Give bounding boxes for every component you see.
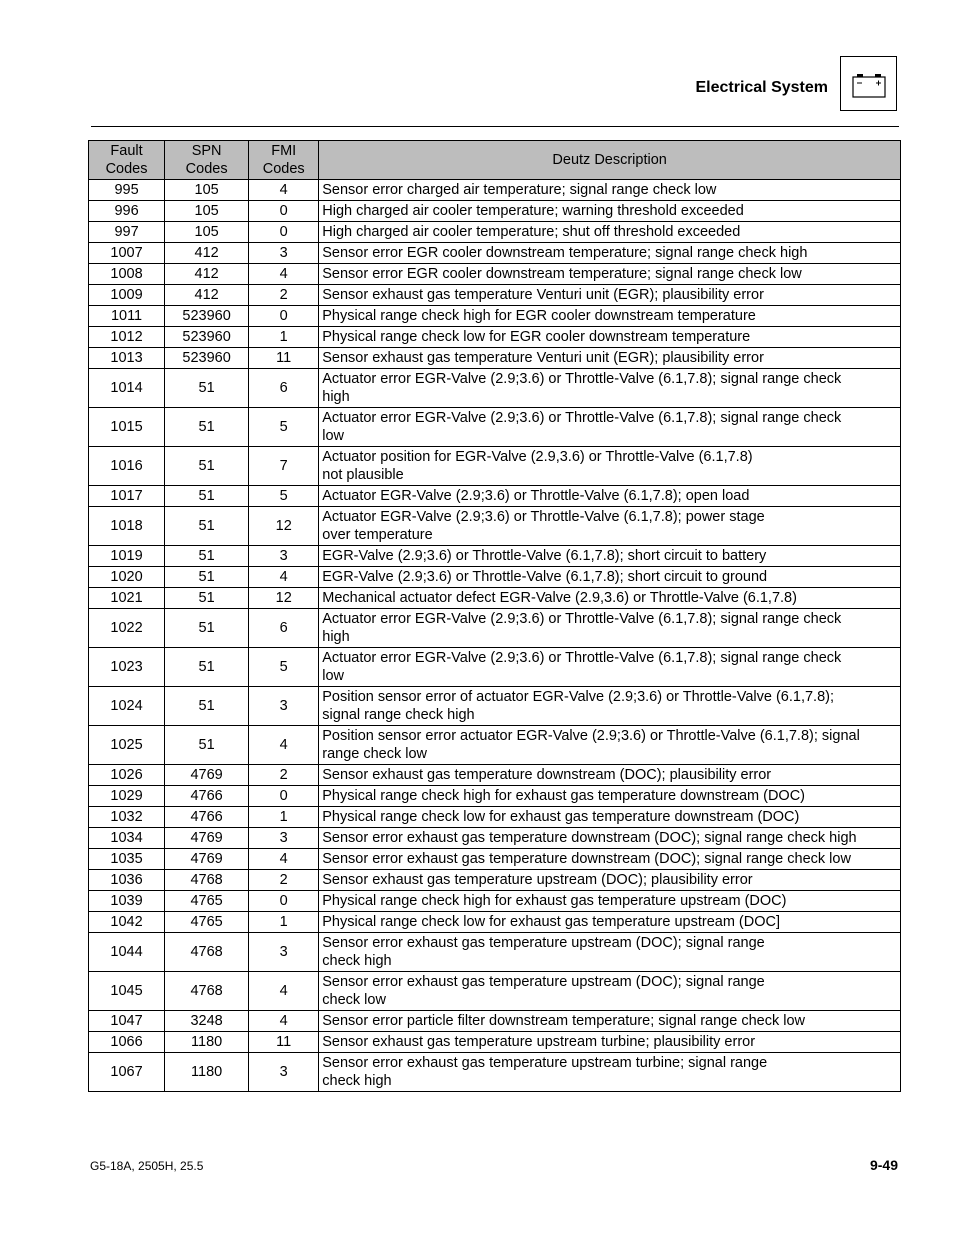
description-line: Actuator error EGR-Valve (2.9;3.6) or Throttle-Valve (6.1,7.8); signal range check bbox=[322, 611, 842, 627]
fmi-code-cell: 7 bbox=[249, 447, 319, 486]
document-id: G5-18A, 2505H, 25.5 bbox=[90, 1159, 204, 1173]
fault-code-cell: 1067 bbox=[89, 1053, 165, 1092]
fmi-code-cell: 3 bbox=[249, 687, 319, 726]
description-line: Sensor exhaust gas temperature Venturi unit (EGR); plausibility error bbox=[322, 350, 764, 366]
fault-code-cell: 1044 bbox=[89, 933, 165, 972]
column-header-spn-codes: SPN Codes bbox=[165, 141, 249, 180]
fault-code-cell: 1034 bbox=[89, 828, 165, 849]
fmi-code-cell: 11 bbox=[249, 1032, 319, 1053]
description-cell bbox=[319, 849, 901, 870]
description-cell bbox=[319, 912, 901, 933]
description-cell bbox=[319, 648, 901, 687]
spn-code-cell: 412 bbox=[165, 264, 249, 285]
description-cell bbox=[319, 348, 901, 369]
fmi-code-cell: 3 bbox=[249, 933, 319, 972]
description-line: Position sensor error of actuator EGR-Valve (2.9;3.6) or Throttle-Valve (6.1,7.8); bbox=[322, 689, 834, 705]
fmi-code-cell: 4 bbox=[249, 849, 319, 870]
table-row bbox=[89, 447, 901, 486]
spn-code-cell: 51 bbox=[165, 447, 249, 486]
description-cell bbox=[319, 807, 901, 828]
table-row bbox=[89, 1032, 901, 1053]
spn-code-cell: 412 bbox=[165, 243, 249, 264]
table-row bbox=[89, 1053, 901, 1092]
table-row bbox=[89, 807, 901, 828]
description-line: over temperature bbox=[322, 527, 433, 543]
fault-code-cell: 1008 bbox=[89, 264, 165, 285]
description-line: signal range check high bbox=[322, 707, 475, 723]
fault-code-cell: 1020 bbox=[89, 567, 165, 588]
table-row bbox=[89, 849, 901, 870]
description-line: Physical range check high for exhaust gas temperature upstream (DOC) bbox=[322, 893, 787, 909]
table-row bbox=[89, 933, 901, 972]
fmi-code-cell: 5 bbox=[249, 408, 319, 447]
description-line: Sensor error charged air temperature; signal range check low bbox=[322, 182, 717, 198]
table-row bbox=[89, 891, 901, 912]
fault-code-cell: 1009 bbox=[89, 285, 165, 306]
description-cell bbox=[319, 567, 901, 588]
description-line: Sensor exhaust gas temperature upstream turbine; plausibility error bbox=[322, 1034, 756, 1050]
table-row bbox=[89, 507, 901, 546]
description-cell bbox=[319, 609, 901, 648]
table-row bbox=[89, 765, 901, 786]
fault-code-cell: 1019 bbox=[89, 546, 165, 567]
description-cell bbox=[319, 327, 901, 348]
description-line: Physical range check low for EGR cooler downstream temperature bbox=[322, 329, 751, 345]
battery-icon bbox=[840, 56, 897, 111]
fault-code-cell: 1045 bbox=[89, 972, 165, 1011]
spn-code-cell: 51 bbox=[165, 546, 249, 567]
description-line: Mechanical actuator defect EGR-Valve (2.9,3.6) or Throttle-Valve (6.1,7.8) bbox=[322, 590, 797, 606]
spn-code-cell: 412 bbox=[165, 285, 249, 306]
spn-code-cell: 51 bbox=[165, 567, 249, 588]
description-line: Actuator EGR-Valve (2.9;3.6) or Throttle-Valve (6.1,7.8); power stage bbox=[322, 509, 765, 525]
description-cell bbox=[319, 891, 901, 912]
fault-code-cell: 1011 bbox=[89, 306, 165, 327]
description-line: low bbox=[322, 668, 345, 684]
description-cell bbox=[319, 264, 901, 285]
fmi-code-cell: 6 bbox=[249, 609, 319, 648]
description-cell bbox=[319, 765, 901, 786]
description-line: Physical range check low for exhaust gas temperature upstream (DOC] bbox=[322, 914, 781, 930]
fmi-code-cell: 1 bbox=[249, 807, 319, 828]
table-row bbox=[89, 243, 901, 264]
fault-code-cell: 1029 bbox=[89, 786, 165, 807]
fault-code-cell: 1066 bbox=[89, 1032, 165, 1053]
fault-code-cell: 1039 bbox=[89, 891, 165, 912]
fault-code-cell: 1026 bbox=[89, 765, 165, 786]
description-cell bbox=[319, 828, 901, 849]
fmi-code-cell: 2 bbox=[249, 765, 319, 786]
description-line: Actuator position for EGR-Valve (2.9,3.6) or Throttle-Valve (6.1,7.8) bbox=[322, 449, 753, 465]
description-line: Actuator error EGR-Valve (2.9;3.6) or Throttle-Valve (6.1,7.8); signal range check bbox=[322, 371, 842, 387]
table-row bbox=[89, 306, 901, 327]
description-line: EGR-Valve (2.9;3.6) or Throttle-Valve (6.1,7.8); short circuit to ground bbox=[322, 569, 768, 585]
fmi-code-cell: 2 bbox=[249, 285, 319, 306]
description-line: Sensor error EGR cooler downstream temperature; signal range check low bbox=[322, 266, 802, 282]
description-cell bbox=[319, 933, 901, 972]
description-cell bbox=[319, 447, 901, 486]
description-cell bbox=[319, 180, 901, 201]
table-row bbox=[89, 870, 901, 891]
table-row bbox=[89, 687, 901, 726]
table-row bbox=[89, 912, 901, 933]
description-cell bbox=[319, 222, 901, 243]
fmi-code-cell: 12 bbox=[249, 588, 319, 609]
table-row bbox=[89, 588, 901, 609]
spn-code-cell: 51 bbox=[165, 486, 249, 507]
table-row bbox=[89, 486, 901, 507]
fmi-code-cell: 2 bbox=[249, 870, 319, 891]
fault-code-cell: 1035 bbox=[89, 849, 165, 870]
spn-code-cell: 51 bbox=[165, 648, 249, 687]
table-row bbox=[89, 609, 901, 648]
spn-code-cell: 105 bbox=[165, 180, 249, 201]
fmi-code-cell: 5 bbox=[249, 486, 319, 507]
description-line: Sensor exhaust gas temperature upstream (DOC); plausibility error bbox=[322, 872, 753, 888]
description-line: range check low bbox=[322, 746, 428, 762]
fmi-code-cell: 3 bbox=[249, 828, 319, 849]
fmi-code-cell: 5 bbox=[249, 648, 319, 687]
fmi-code-cell: 12 bbox=[249, 507, 319, 546]
spn-code-cell: 4765 bbox=[165, 891, 249, 912]
spn-code-cell: 51 bbox=[165, 687, 249, 726]
fault-code-cell: 1007 bbox=[89, 243, 165, 264]
description-cell bbox=[319, 726, 901, 765]
spn-code-cell: 4765 bbox=[165, 912, 249, 933]
description-cell bbox=[319, 306, 901, 327]
spn-code-cell: 1180 bbox=[165, 1032, 249, 1053]
spn-code-cell: 523960 bbox=[165, 306, 249, 327]
fmi-code-cell: 3 bbox=[249, 1053, 319, 1092]
spn-code-cell: 51 bbox=[165, 369, 249, 408]
fmi-code-cell: 11 bbox=[249, 348, 319, 369]
spn-code-cell: 105 bbox=[165, 201, 249, 222]
spn-code-cell: 51 bbox=[165, 588, 249, 609]
fault-code-cell: 1024 bbox=[89, 687, 165, 726]
fmi-code-cell: 4 bbox=[249, 726, 319, 765]
description-line: check low bbox=[322, 992, 386, 1008]
description-cell bbox=[319, 588, 901, 609]
fmi-code-cell: 3 bbox=[249, 243, 319, 264]
fmi-code-cell: 1 bbox=[249, 327, 319, 348]
fmi-code-cell: 0 bbox=[249, 306, 319, 327]
section-title: Electrical System bbox=[695, 79, 828, 96]
column-header-fmi-codes: FMI Codes bbox=[249, 141, 319, 180]
description-line: Sensor error particle filter downstream temperature; signal range check low bbox=[322, 1013, 805, 1029]
description-line: Actuator EGR-Valve (2.9;3.6) or Throttle-Valve (6.1,7.8); open load bbox=[322, 488, 750, 504]
fault-code-cell: 1032 bbox=[89, 807, 165, 828]
fault-code-cell: 1017 bbox=[89, 486, 165, 507]
description-cell bbox=[319, 1032, 901, 1053]
description-line: High charged air cooler temperature; warning threshold exceeded bbox=[322, 203, 744, 219]
spn-code-cell: 523960 bbox=[165, 327, 249, 348]
table-row bbox=[89, 264, 901, 285]
spn-code-cell: 51 bbox=[165, 507, 249, 546]
fmi-code-cell: 4 bbox=[249, 972, 319, 1011]
description-line: high bbox=[322, 629, 350, 645]
table-row bbox=[89, 327, 901, 348]
fmi-code-cell: 3 bbox=[249, 546, 319, 567]
spn-code-cell: 51 bbox=[165, 408, 249, 447]
table-row bbox=[89, 648, 901, 687]
description-cell bbox=[319, 369, 901, 408]
table-row bbox=[89, 1011, 901, 1032]
description-line: high bbox=[322, 389, 350, 405]
description-cell bbox=[319, 1053, 901, 1092]
fmi-code-cell: 0 bbox=[249, 201, 319, 222]
table-row bbox=[89, 546, 901, 567]
fault-code-cell: 1018 bbox=[89, 507, 165, 546]
table-row bbox=[89, 180, 901, 201]
description-line: check high bbox=[322, 953, 392, 969]
fault-code-cell: 1016 bbox=[89, 447, 165, 486]
spn-code-cell: 4769 bbox=[165, 765, 249, 786]
spn-code-cell: 4766 bbox=[165, 807, 249, 828]
fault-code-cell: 1025 bbox=[89, 726, 165, 765]
fault-codes-table bbox=[88, 140, 901, 1092]
table-row bbox=[89, 726, 901, 765]
description-cell bbox=[319, 285, 901, 306]
description-line: low bbox=[322, 428, 345, 444]
table-row bbox=[89, 222, 901, 243]
table-row bbox=[89, 828, 901, 849]
spn-code-cell: 1180 bbox=[165, 1053, 249, 1092]
spn-code-cell: 4768 bbox=[165, 972, 249, 1011]
spn-code-cell: 3248 bbox=[165, 1011, 249, 1032]
fault-code-cell: 997 bbox=[89, 222, 165, 243]
table-row bbox=[89, 408, 901, 447]
spn-code-cell: 105 bbox=[165, 222, 249, 243]
table-row bbox=[89, 348, 901, 369]
spn-code-cell: 523960 bbox=[165, 348, 249, 369]
description-line: Sensor exhaust gas temperature downstream (DOC); plausibility error bbox=[322, 767, 772, 783]
spn-code-cell: 4768 bbox=[165, 870, 249, 891]
table-row bbox=[89, 285, 901, 306]
fmi-code-cell: 4 bbox=[249, 180, 319, 201]
spn-code-cell: 51 bbox=[165, 609, 249, 648]
column-header-deutz-description: Deutz Description bbox=[319, 141, 901, 180]
description-line: Position sensor error actuator EGR-Valve (2.9;3.6) or Throttle-Valve (6.1,7.8); signal bbox=[322, 728, 860, 744]
fault-code-cell: 1015 bbox=[89, 408, 165, 447]
description-cell bbox=[319, 687, 901, 726]
column-header-fault-codes: Fault Codes bbox=[89, 141, 165, 180]
spn-code-cell: 51 bbox=[165, 726, 249, 765]
fault-code-cell: 1022 bbox=[89, 609, 165, 648]
fault-code-cell: 996 bbox=[89, 201, 165, 222]
fmi-code-cell: 6 bbox=[249, 369, 319, 408]
description-cell bbox=[319, 243, 901, 264]
description-line: High charged air cooler temperature; shut off threshold exceeded bbox=[322, 224, 741, 240]
fmi-code-cell: 0 bbox=[249, 786, 319, 807]
description-cell bbox=[319, 201, 901, 222]
fmi-code-cell: 4 bbox=[249, 567, 319, 588]
fault-code-cell: 1021 bbox=[89, 588, 165, 609]
description-line: Physical range check high for EGR cooler downstream temperature bbox=[322, 308, 756, 324]
description-line: Physical range check high for exhaust gas temperature downstream (DOC) bbox=[322, 788, 805, 804]
description-line: EGR-Valve (2.9;3.6) or Throttle-Valve (6.1,7.8); short circuit to battery bbox=[322, 548, 767, 564]
spn-code-cell: 4766 bbox=[165, 786, 249, 807]
spn-code-cell: 4769 bbox=[165, 828, 249, 849]
description-cell bbox=[319, 1011, 901, 1032]
description-line: not plausible bbox=[322, 467, 404, 483]
fault-code-cell: 1047 bbox=[89, 1011, 165, 1032]
description-line: Sensor error exhaust gas temperature upstream (DOC); signal range bbox=[322, 974, 765, 990]
description-line: Physical range check low for exhaust gas temperature downstream (DOC) bbox=[322, 809, 800, 825]
description-line: Sensor error exhaust gas temperature upstream (DOC); signal range bbox=[322, 935, 765, 951]
table-header-row bbox=[89, 141, 901, 180]
description-line: Sensor error exhaust gas temperature downstream (DOC); signal range check low bbox=[322, 851, 851, 867]
fmi-code-cell: 0 bbox=[249, 891, 319, 912]
table-row bbox=[89, 567, 901, 588]
spn-code-cell: 4768 bbox=[165, 933, 249, 972]
fault-code-cell: 1014 bbox=[89, 369, 165, 408]
table-row bbox=[89, 786, 901, 807]
description-line: Sensor exhaust gas temperature Venturi unit (EGR); plausibility error bbox=[322, 287, 764, 303]
page-number: 9-49 bbox=[869, 1157, 898, 1173]
description-line: Sensor error exhaust gas temperature downstream (DOC); signal range check high bbox=[322, 830, 857, 846]
description-cell bbox=[319, 972, 901, 1011]
description-line: Sensor error EGR cooler downstream temperature; signal range check high bbox=[322, 245, 808, 261]
description-line: Actuator error EGR-Valve (2.9;3.6) or Throttle-Valve (6.1,7.8); signal range check bbox=[322, 650, 842, 666]
description-line: Sensor error exhaust gas temperature upstream turbine; signal range bbox=[322, 1055, 768, 1071]
description-cell bbox=[319, 507, 901, 546]
fault-code-cell: 1012 bbox=[89, 327, 165, 348]
header-divider bbox=[91, 126, 899, 127]
fmi-code-cell: 1 bbox=[249, 912, 319, 933]
table-row bbox=[89, 201, 901, 222]
table-body bbox=[89, 180, 901, 1092]
fault-code-cell: 1023 bbox=[89, 648, 165, 687]
fault-code-cell: 1036 bbox=[89, 870, 165, 891]
fmi-code-cell: 0 bbox=[249, 222, 319, 243]
spn-code-cell: 4769 bbox=[165, 849, 249, 870]
fault-code-cell: 1013 bbox=[89, 348, 165, 369]
description-line: Actuator error EGR-Valve (2.9;3.6) or Throttle-Valve (6.1,7.8); signal range check bbox=[322, 410, 842, 426]
description-cell bbox=[319, 786, 901, 807]
description-line: check high bbox=[322, 1073, 392, 1089]
description-cell bbox=[319, 870, 901, 891]
description-cell bbox=[319, 486, 901, 507]
battery-icon-graphic bbox=[851, 71, 887, 99]
table-row bbox=[89, 972, 901, 1011]
table-row bbox=[89, 369, 901, 408]
description-cell bbox=[319, 408, 901, 447]
fmi-code-cell: 4 bbox=[249, 1011, 319, 1032]
fmi-code-cell: 4 bbox=[249, 264, 319, 285]
fault-code-cell: 1042 bbox=[89, 912, 165, 933]
fault-code-cell: 995 bbox=[89, 180, 165, 201]
description-cell bbox=[319, 546, 901, 567]
